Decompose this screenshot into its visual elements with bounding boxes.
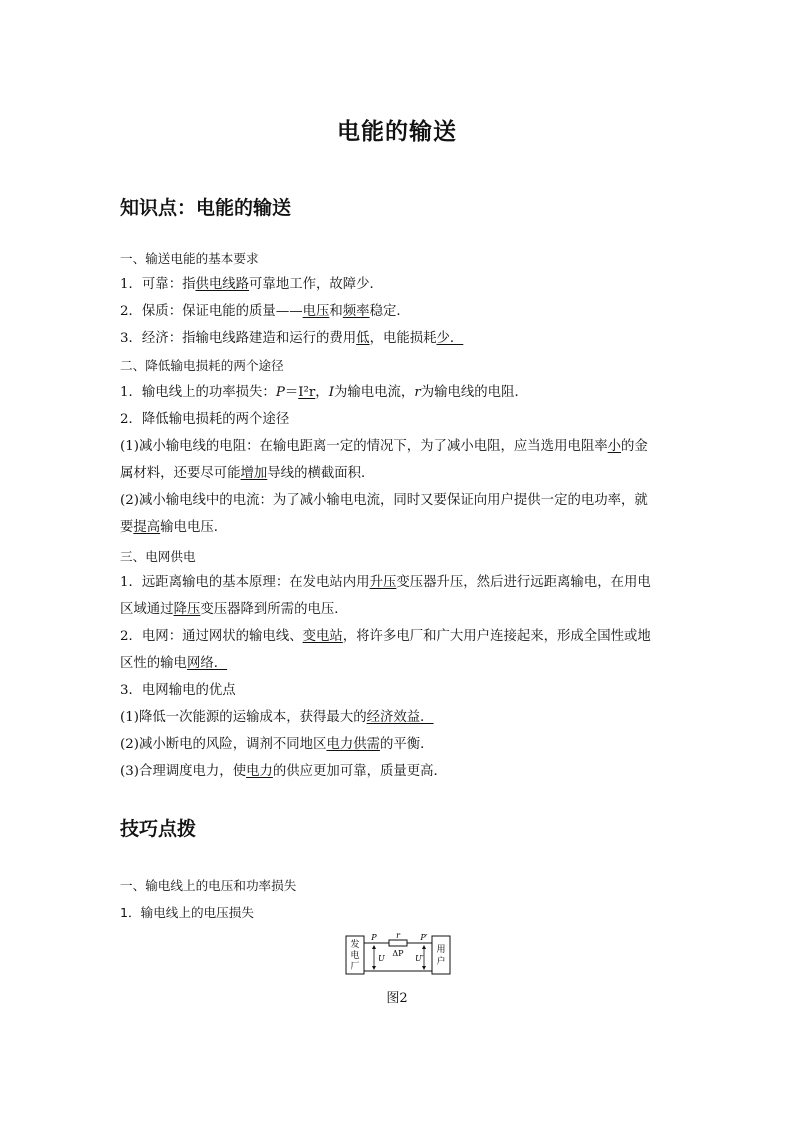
text: 3．经济：指输电线路建造和运行的费用 xyxy=(120,331,357,346)
text: 1．输电线上的功率损失： xyxy=(120,385,276,400)
label-delta-p: ΔP xyxy=(392,949,404,958)
power-plant-label-1: 发 xyxy=(350,940,360,950)
user-label-2: 户 xyxy=(436,957,446,967)
underlined-answer: 电压 xyxy=(302,304,330,319)
text: 变压器降到所需的电压． xyxy=(200,602,348,617)
text: ，将许多电厂和广大用户连接起来，形成全国性或地 xyxy=(342,629,651,644)
text: 的平衡． xyxy=(380,737,434,752)
text: (1)降低一次能源的运输成本，获得最大的 xyxy=(120,710,367,725)
user-box xyxy=(432,936,450,974)
text: ＝ xyxy=(284,385,299,400)
symbol-i: I xyxy=(328,385,334,400)
arrow-head xyxy=(372,966,376,970)
underlined-answer: 增加 xyxy=(240,466,268,481)
underlined-answer: 供电线路 xyxy=(195,277,250,292)
item-grid xyxy=(120,628,680,646)
text: 区性的输电 xyxy=(120,656,187,671)
text: 2．保质：保证电能的质量—— xyxy=(120,304,303,319)
subsection-voltage-loss: 1．输电线上的电压损失 xyxy=(120,905,254,920)
text: 区域通过 xyxy=(120,602,174,617)
text: (1)减小输电线的电阻：在输电距离一定的情况下，为了减小电阻，应当选用电阻率 xyxy=(120,439,608,454)
subsection-basic-requirements: 一、输送电能的基本要求 xyxy=(120,251,259,266)
underlined-answer: 电力 xyxy=(246,764,273,779)
text: (2)减小断电的风险，调剂不同地区 xyxy=(120,737,327,752)
underlined-answer: 低 xyxy=(356,331,370,346)
item-grid-advantages: 3．电网输电的优点 xyxy=(120,683,236,698)
power-plant-label-3: 厂 xyxy=(350,962,360,972)
page-title: 电能的输送 xyxy=(337,119,457,145)
text: 的金 xyxy=(621,439,648,454)
underlined-answer: 经济效益． xyxy=(366,710,434,725)
underlined-answer: 小 xyxy=(607,439,622,454)
symbol-p: P xyxy=(275,385,285,400)
text: 为输电线的电阻． xyxy=(420,385,528,400)
arrow-head xyxy=(422,966,426,970)
text: 为输电电流， xyxy=(333,385,415,400)
underlined-answer: 频率 xyxy=(342,304,370,319)
label-p-right: P′ xyxy=(420,933,428,942)
text: 导线的横截面积． xyxy=(267,466,375,481)
item-reliable xyxy=(120,276,680,294)
text: 2．电网：通过网状的输电线、 xyxy=(120,629,303,644)
item-two-ways: 2．降低输电损耗的两个途径 xyxy=(120,412,290,427)
text: 可靠地工作，故障少． xyxy=(249,277,383,292)
item-grid-cont xyxy=(120,655,680,673)
item-power-loss xyxy=(120,384,680,402)
text: 的供应更加可靠，质量更高． xyxy=(272,764,447,779)
text: ， xyxy=(315,385,329,400)
underlined-formula: I²r xyxy=(298,385,316,400)
underlined-answer: 网络． xyxy=(186,656,228,671)
underlined-answer: 少． xyxy=(436,331,464,346)
text: 属材料，还要尽可能 xyxy=(120,466,241,481)
text: 和 xyxy=(329,304,343,319)
item-reduce-resistance-cont xyxy=(120,465,680,483)
item-principle xyxy=(120,574,680,592)
subsection-power-grid: 三、电网供电 xyxy=(120,549,196,564)
item-reduce-current: (2)减小输电线中的电流：为了减小输电电流，同时又要保证向用户提供一定的电功率，就 xyxy=(120,493,648,508)
text: 输电电压． xyxy=(160,520,228,535)
label-u-right: U′ xyxy=(415,954,424,963)
resistor-symbol xyxy=(389,940,407,946)
text: 变压器升压，然后进行远距离输电，在用电 xyxy=(396,575,651,590)
item-advantage-3 xyxy=(120,763,680,781)
item-principle-cont xyxy=(120,601,680,619)
symbol-r: r xyxy=(414,385,421,400)
section-heading-knowledge: 知识点：电能的输送 xyxy=(120,197,292,219)
user-label-1: 用 xyxy=(436,945,446,955)
section-heading-tips: 技巧点拨 xyxy=(120,818,197,840)
item-advantage-2 xyxy=(120,736,680,754)
item-reduce-resistance xyxy=(120,438,680,456)
text: (3)合理调度电力，使 xyxy=(120,764,247,779)
figure-caption: 图2 xyxy=(386,991,408,1006)
label-r: r xyxy=(396,931,400,940)
arrow-head xyxy=(372,945,376,949)
underlined-answer: 降压 xyxy=(173,602,201,617)
text: 1．可靠：指 xyxy=(120,277,196,292)
text: 1．远距离输电的基本原理：在发电站内用 xyxy=(120,575,370,590)
text: 要 xyxy=(120,520,134,535)
underlined-answer: 提高 xyxy=(133,520,161,535)
subsection-voltage-power-loss: 一、输电线上的电压和功率损失 xyxy=(120,878,297,893)
label-u-left: U xyxy=(378,954,385,963)
text: 稳定． xyxy=(369,304,410,319)
label-p-left: P xyxy=(371,933,377,942)
underlined-answer: 电力供需 xyxy=(326,737,380,752)
item-reduce-current-cont xyxy=(120,519,680,537)
power-plant-label-2: 电 xyxy=(350,951,360,961)
transmission-diagram xyxy=(345,931,451,977)
item-advantage-1 xyxy=(120,709,680,727)
text: ，电能损耗 xyxy=(369,331,437,346)
item-quality xyxy=(120,303,680,321)
item-economic xyxy=(120,330,680,348)
underlined-answer: 升压 xyxy=(369,575,397,590)
underlined-answer: 变电站 xyxy=(302,629,343,644)
subsection-reduce-loss: 二、降低输电损耗的两个途径 xyxy=(120,358,284,373)
arrow-head xyxy=(422,945,426,949)
